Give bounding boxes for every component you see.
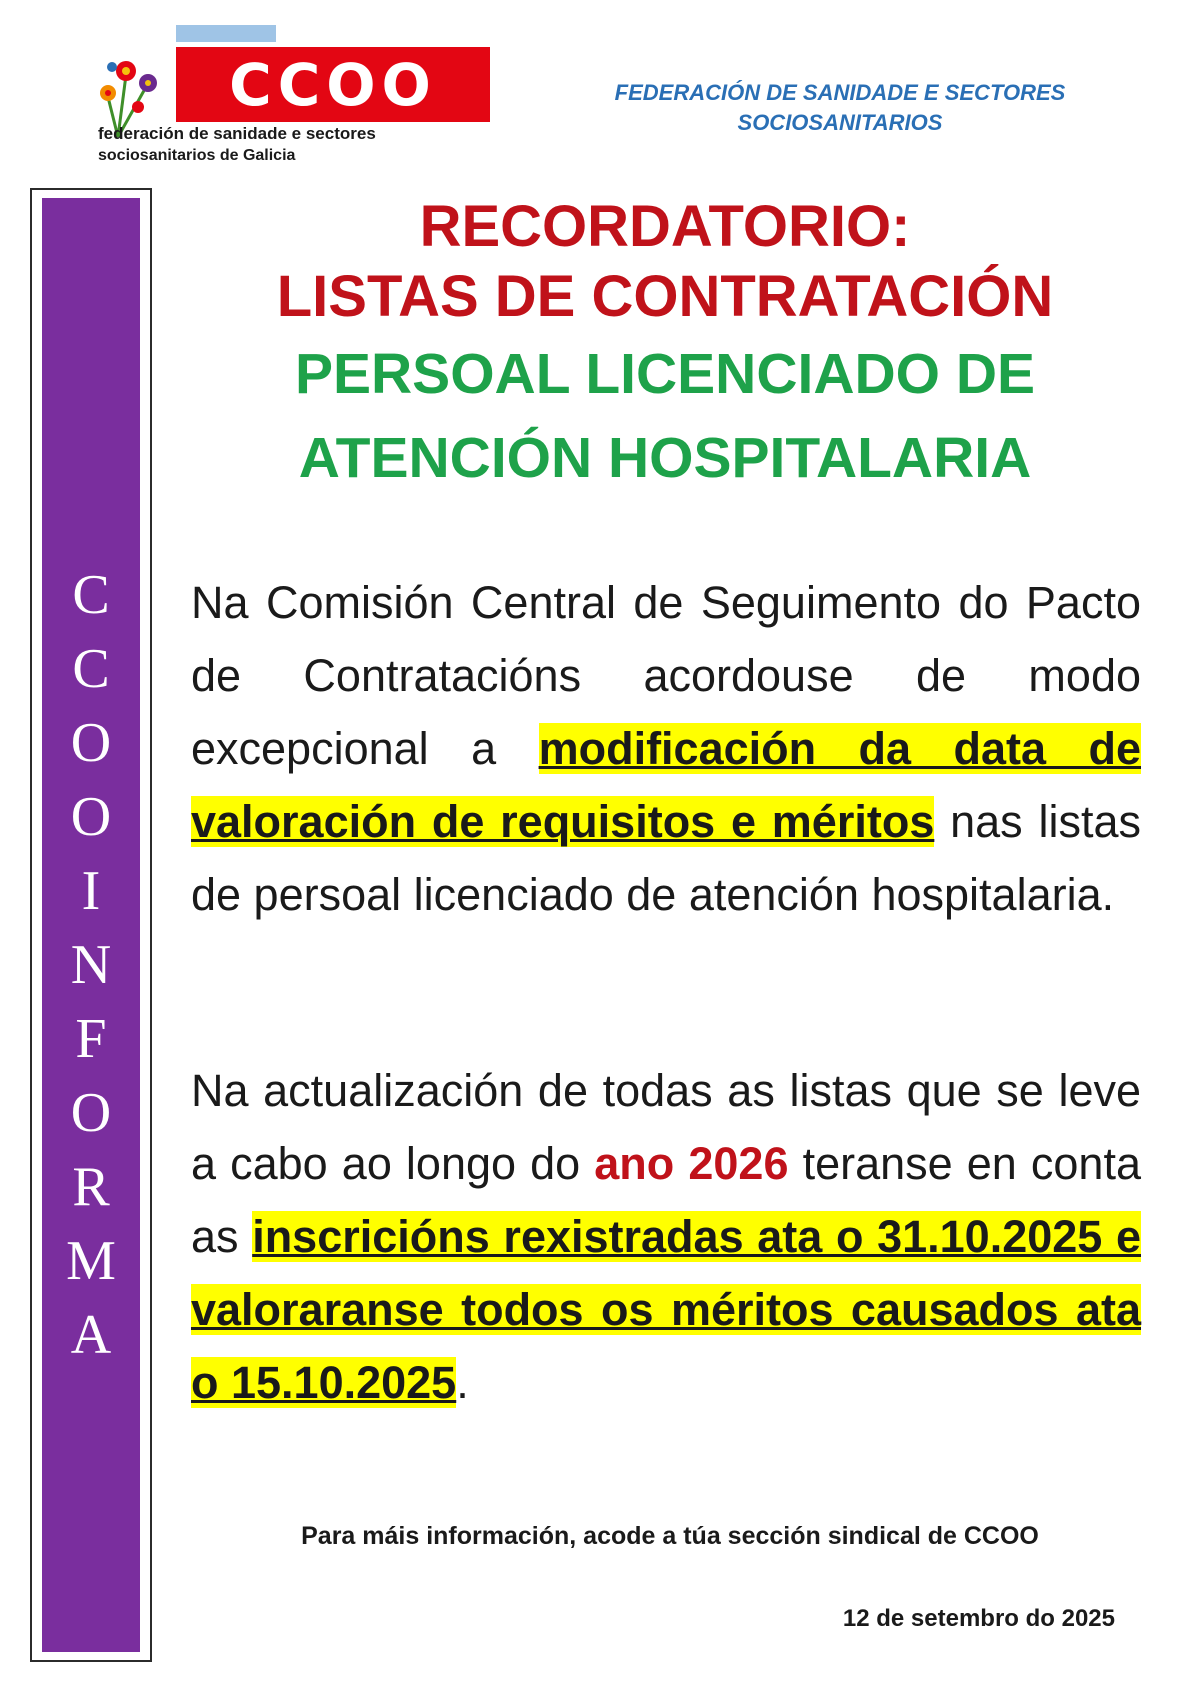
federation-line2: SOCIOSANITARIOS <box>737 110 943 135</box>
sidebar-letter: O <box>70 1082 112 1144</box>
sidebar-letter: O <box>70 712 112 774</box>
logo-blue-bar <box>176 25 276 42</box>
sidebar-letter: O <box>70 786 112 848</box>
title-persoal: PERSOAL LICENCIADO DE <box>294 342 1036 406</box>
logo-wordmark: CCOO <box>229 50 437 119</box>
paragraph-1-highlight: modificación da data de valoración de requisitos e méritos <box>191 723 1141 847</box>
sidebar-letter: M <box>66 1230 116 1292</box>
ccoo-informa-sidebar <box>30 188 152 1662</box>
paragraph-2-end: . <box>456 1357 469 1408</box>
paragraph-2-highlight: inscricións rexistradas ata o 31.10.2025 e valoraranse todos os méritos causados ata o 15.10.2025 <box>191 1211 1141 1408</box>
sidebar-letter: C <box>72 638 110 700</box>
sidebar-letter: C <box>72 564 110 626</box>
paragraph-2-text: Na actualización de todas as listas que se leve a cabo ao longo do <box>191 1065 1141 1189</box>
title-atencion: ATENCIÓN HOSPITALARIA <box>298 426 1032 490</box>
sidebar-letter: I <box>81 860 101 922</box>
title-recordatorio: RECORDATORIO: <box>419 194 911 259</box>
sidebar-letter: N <box>70 934 112 996</box>
federation-title <box>540 78 1140 138</box>
title-block <box>165 192 1165 500</box>
paragraph-2-middle: teranse en conta as <box>191 1138 1141 1262</box>
title-listas: LISTAS DE CONTRATACIÓN <box>276 264 1054 329</box>
ccoo-logo <box>92 25 437 170</box>
sidebar-letter: R <box>72 1156 110 1218</box>
year-emphasis: ano 2026 <box>594 1138 789 1189</box>
logo-subtitle-line2: sociosanitarios de Galicia <box>98 147 296 164</box>
paragraph-2 <box>191 1054 1141 1419</box>
logo-subtitle-line1: federación de sanidade e sectores <box>98 124 376 143</box>
footer-info: Para máis información, acode a túa sección sindical de CCOO <box>301 1522 1039 1550</box>
paragraph-1 <box>191 566 1141 931</box>
sidebar-letter: A <box>70 1304 112 1366</box>
paragraph-1-end: nas listas de persoal licenciado de atención hospitalaria. <box>191 796 1141 920</box>
paragraph-1-text: Na Comisión Central de Seguimento do Pacto de Contratacións acordouse de modo excepcional a <box>191 577 1141 774</box>
federation-line1: FEDERACIÓN DE SANIDADE E SECTORES <box>614 80 1066 105</box>
logo-red-box <box>176 47 490 122</box>
sidebar-letters <box>42 558 140 1372</box>
sidebar-letter: F <box>75 1008 107 1070</box>
sidebar-band <box>42 198 140 1652</box>
footer-date: 12 de setembro do 2025 <box>842 1605 1115 1632</box>
